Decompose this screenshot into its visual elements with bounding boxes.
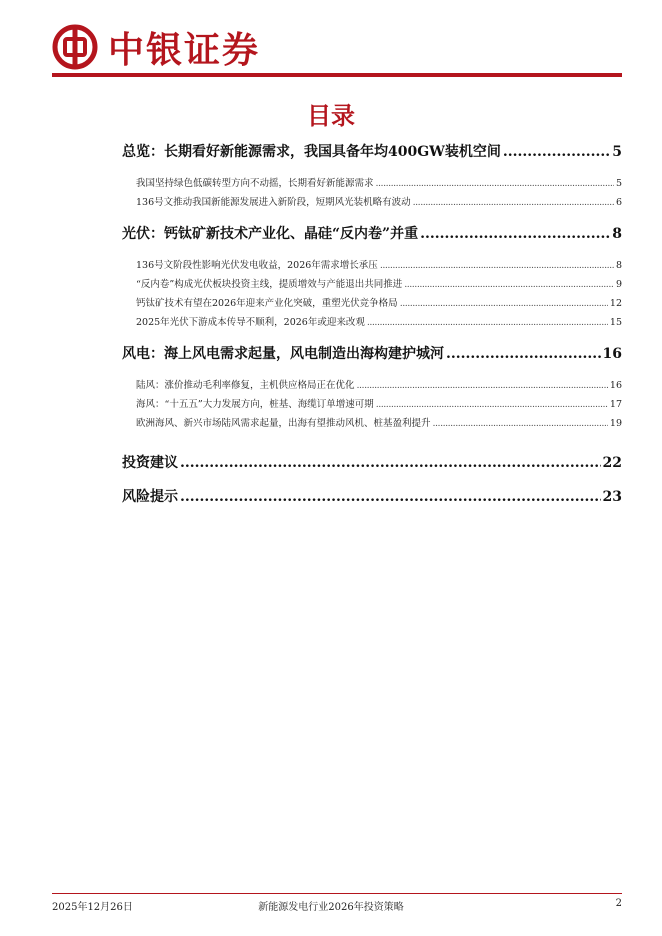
toc-item[interactable] xyxy=(122,174,622,193)
toc-item[interactable] xyxy=(122,256,622,275)
dot-leader xyxy=(503,140,610,164)
toc-page-number: 8 xyxy=(615,260,622,271)
toc-section-title: 投资建议 xyxy=(122,455,178,471)
toc-item-title: 2025年光伏下游成本传导不顺利，2026年或迎来改观 xyxy=(136,317,365,328)
footer-divider xyxy=(52,893,622,894)
toc-section-title: 光伏：钙钛矿新技术产业化、晶硅“反内卷”并重 xyxy=(122,226,419,242)
toc-page-number: 8 xyxy=(612,226,622,242)
toc-item[interactable] xyxy=(122,294,622,313)
dot-leader xyxy=(376,174,614,193)
dot-leader xyxy=(180,451,601,475)
dot-leader xyxy=(433,414,608,433)
toc-section-overview[interactable] xyxy=(122,140,622,164)
toc-page-number: 17 xyxy=(609,399,622,410)
dot-leader xyxy=(376,395,608,414)
toc-item[interactable] xyxy=(122,376,622,395)
dot-leader xyxy=(357,376,608,395)
toc-page-number: 5 xyxy=(612,144,622,160)
toc-section-investment-advice[interactable] xyxy=(122,451,622,475)
toc-item[interactable] xyxy=(122,313,622,332)
toc-item-title: “反内卷”构成光伏板块投资主线，提质增效与产能退出共同推进 xyxy=(136,279,403,290)
toc-section-wind[interactable] xyxy=(122,342,622,366)
toc-item-title: 我国坚持绿色低碳转型方向不动摇，长期看好新能源需求 xyxy=(136,178,374,189)
dot-leader xyxy=(446,342,601,366)
toc-section-risk-warning[interactable] xyxy=(122,485,622,509)
toc-page-number: 22 xyxy=(602,455,622,471)
toc-page-number: 19 xyxy=(609,418,622,429)
toc-item[interactable] xyxy=(122,414,622,433)
dot-leader xyxy=(400,294,608,313)
toc-item[interactable] xyxy=(122,275,622,294)
toc-page-number: 16 xyxy=(602,346,622,362)
toc-item-title: 136号文推动我国新能源发展进入新阶段，短期风光装机略有波动 xyxy=(136,197,411,208)
toc-item-title: 136号文阶段性影响光伏发电收益，2026年需求增长承压 xyxy=(136,260,378,271)
dot-leader xyxy=(413,193,614,212)
footer-page-number: 2 xyxy=(615,898,622,909)
brand-name: 中银证券 xyxy=(108,30,261,71)
toc-section-title: 总览：长期看好新能源需求，我国具备年均400GW装机空间 xyxy=(122,144,501,160)
toc-page-number: 6 xyxy=(615,197,622,208)
toc-item-title: 钙钛矿技术有望在2026年迎来产业化突破，重塑光伏竞争格局 xyxy=(136,298,398,309)
toc-page-number: 12 xyxy=(609,298,622,309)
toc-section-title: 风险提示 xyxy=(122,489,178,505)
toc-item-title: 欧洲海风、新兴市场陆风需求起量，出海有望推动风机、桩基盈利提升 xyxy=(136,418,431,429)
toc-item-title: 陆风：涨价推动毛利率修复，主机供应格局正在优化 xyxy=(136,380,355,391)
header-divider xyxy=(52,73,622,77)
toc-page-number: 16 xyxy=(609,380,622,391)
bank-of-china-logo-icon xyxy=(52,24,98,70)
dot-leader xyxy=(404,275,614,294)
dot-leader xyxy=(420,222,610,246)
toc-item[interactable] xyxy=(122,193,622,212)
toc-page-number: 5 xyxy=(615,178,622,189)
page-header xyxy=(52,18,622,78)
footer-report-title: 新能源发电行业2026年投资策略 xyxy=(258,902,404,913)
toc-page-number: 9 xyxy=(615,279,622,290)
footer-date: 2025年12月26日 xyxy=(52,902,133,913)
dot-leader xyxy=(180,485,601,509)
toc-item[interactable] xyxy=(122,395,622,414)
table-of-contents xyxy=(122,140,622,509)
toc-section-title: 风电：海上风电需求起量，风电制造出海构建护城河 xyxy=(122,346,444,362)
toc-page-number: 23 xyxy=(602,489,622,505)
toc-page-number: 15 xyxy=(609,317,622,328)
toc-section-solar[interactable] xyxy=(122,222,622,246)
toc-title: 目录 xyxy=(307,102,355,130)
dot-leader xyxy=(380,256,614,275)
toc-item-title: 海风：“十五五”大力发展方向，桩基、海缆订单增速可期 xyxy=(136,399,374,410)
dot-leader xyxy=(367,313,608,332)
